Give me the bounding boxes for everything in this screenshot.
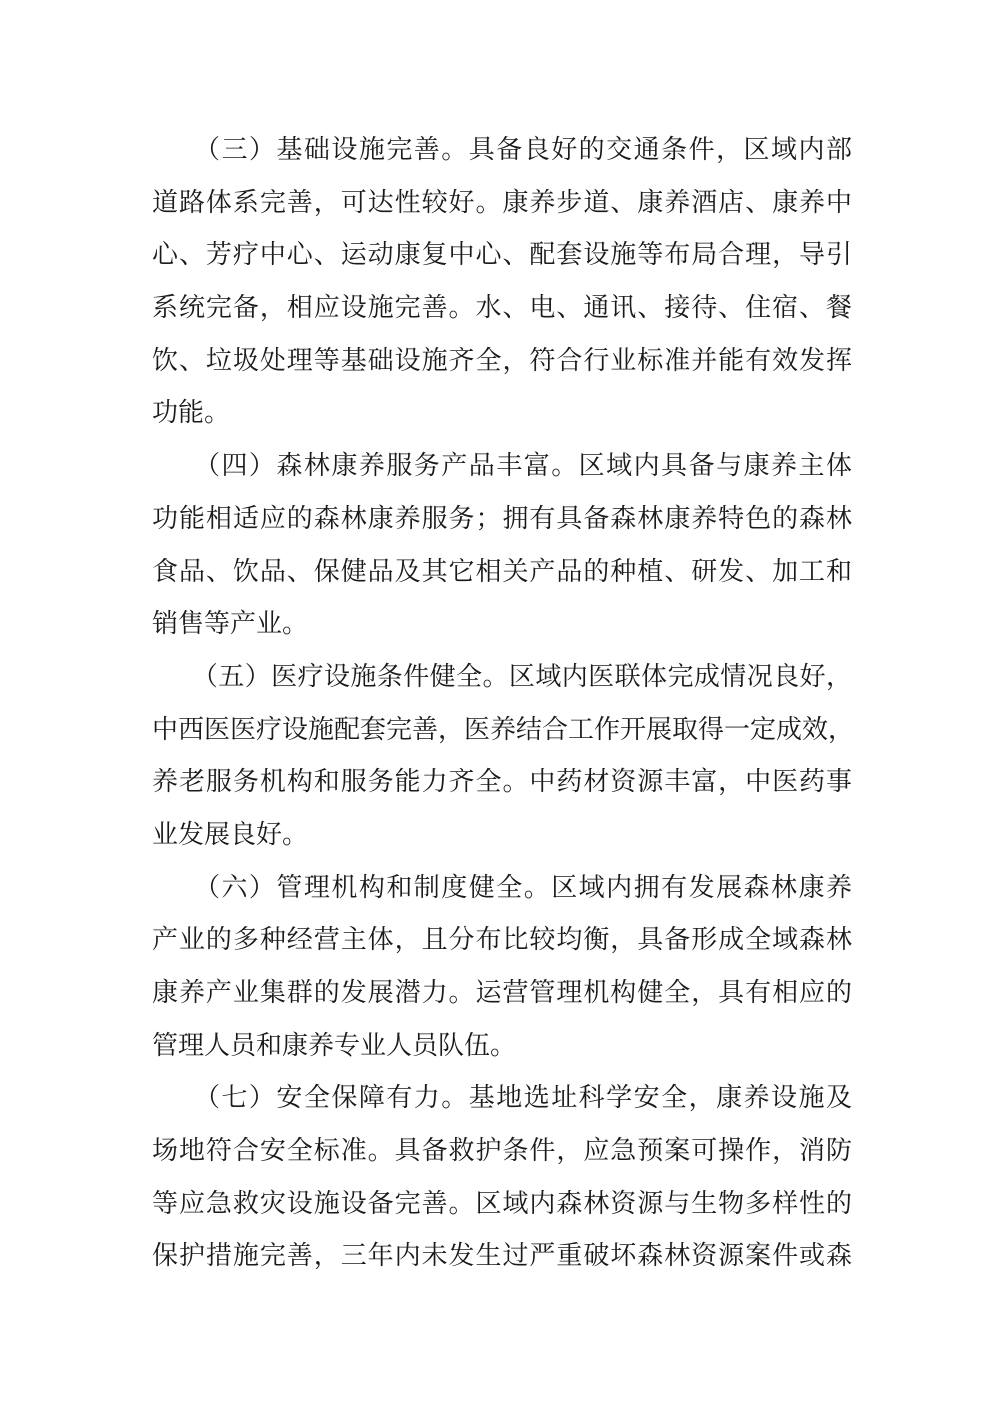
text-line: （七）安全保障有力。基地选址科学安全，康养设施及: [152, 1083, 852, 1114]
document-body: [152, 124, 855, 1283]
text-line: 功能相适应的森林康养服务；拥有具备森林康养特色的森林: [152, 503, 852, 534]
text-line: （四）森林康养服务产品丰富。区域内具备与康养主体: [152, 451, 852, 482]
text-line: 中西医医疗设施配套完善，医养结合工作开展取得一定成效，: [152, 714, 855, 745]
text-line: 业发展良好。: [152, 819, 309, 850]
text-line: 保护措施完善，三年内未发生过严重破坏森林资源案件或森: [152, 1241, 852, 1272]
text-line: 场地符合安全标准。具备救护条件，应急预案可操作，消防: [152, 1136, 852, 1167]
text-line: 食品、饮品、保健品及其它相关产品的种植、研发、加工和: [152, 556, 852, 587]
text-line: （三）基础设施完善。具备良好的交通条件，区域内部: [152, 135, 852, 165]
text-line: 产业的多种经营主体，且分布比较均衡，具备形成全域森林: [152, 925, 852, 956]
text-line: 销售等产业。: [152, 609, 309, 640]
text-line: 心、芳疗中心、运动康复中心、配套设施等布局合理，导引: [152, 240, 852, 271]
text-line: 功能。: [152, 398, 231, 429]
text-line: 养老服务机构和服务能力齐全。中药材资源丰富，中医药事: [152, 767, 852, 798]
text-line: 饮、垃圾处理等基础设施齐全，符合行业标准并能有效发挥: [152, 345, 852, 376]
text-line: （五）医疗设施条件健全。区域内医联体完成情况良好，: [152, 661, 852, 692]
text-line: 康养产业集群的发展潜力。运营管理机构健全，具有相应的: [152, 978, 852, 1008]
text-line: 管理人员和康养专业人员队伍。: [152, 1030, 517, 1061]
text-line: 系统完备，相应设施完善。水、电、通讯、接待、住宿、餐: [152, 293, 852, 324]
text-line: （六）管理机构和制度健全。区域内拥有发展森林康养: [152, 872, 852, 903]
text-line: 等应急救灾设施设备完善。区域内森林资源与生物多样性的: [152, 1188, 852, 1219]
text-line: 道路体系完善，可达性较好。康养步道、康养酒店、康养中: [152, 187, 852, 218]
